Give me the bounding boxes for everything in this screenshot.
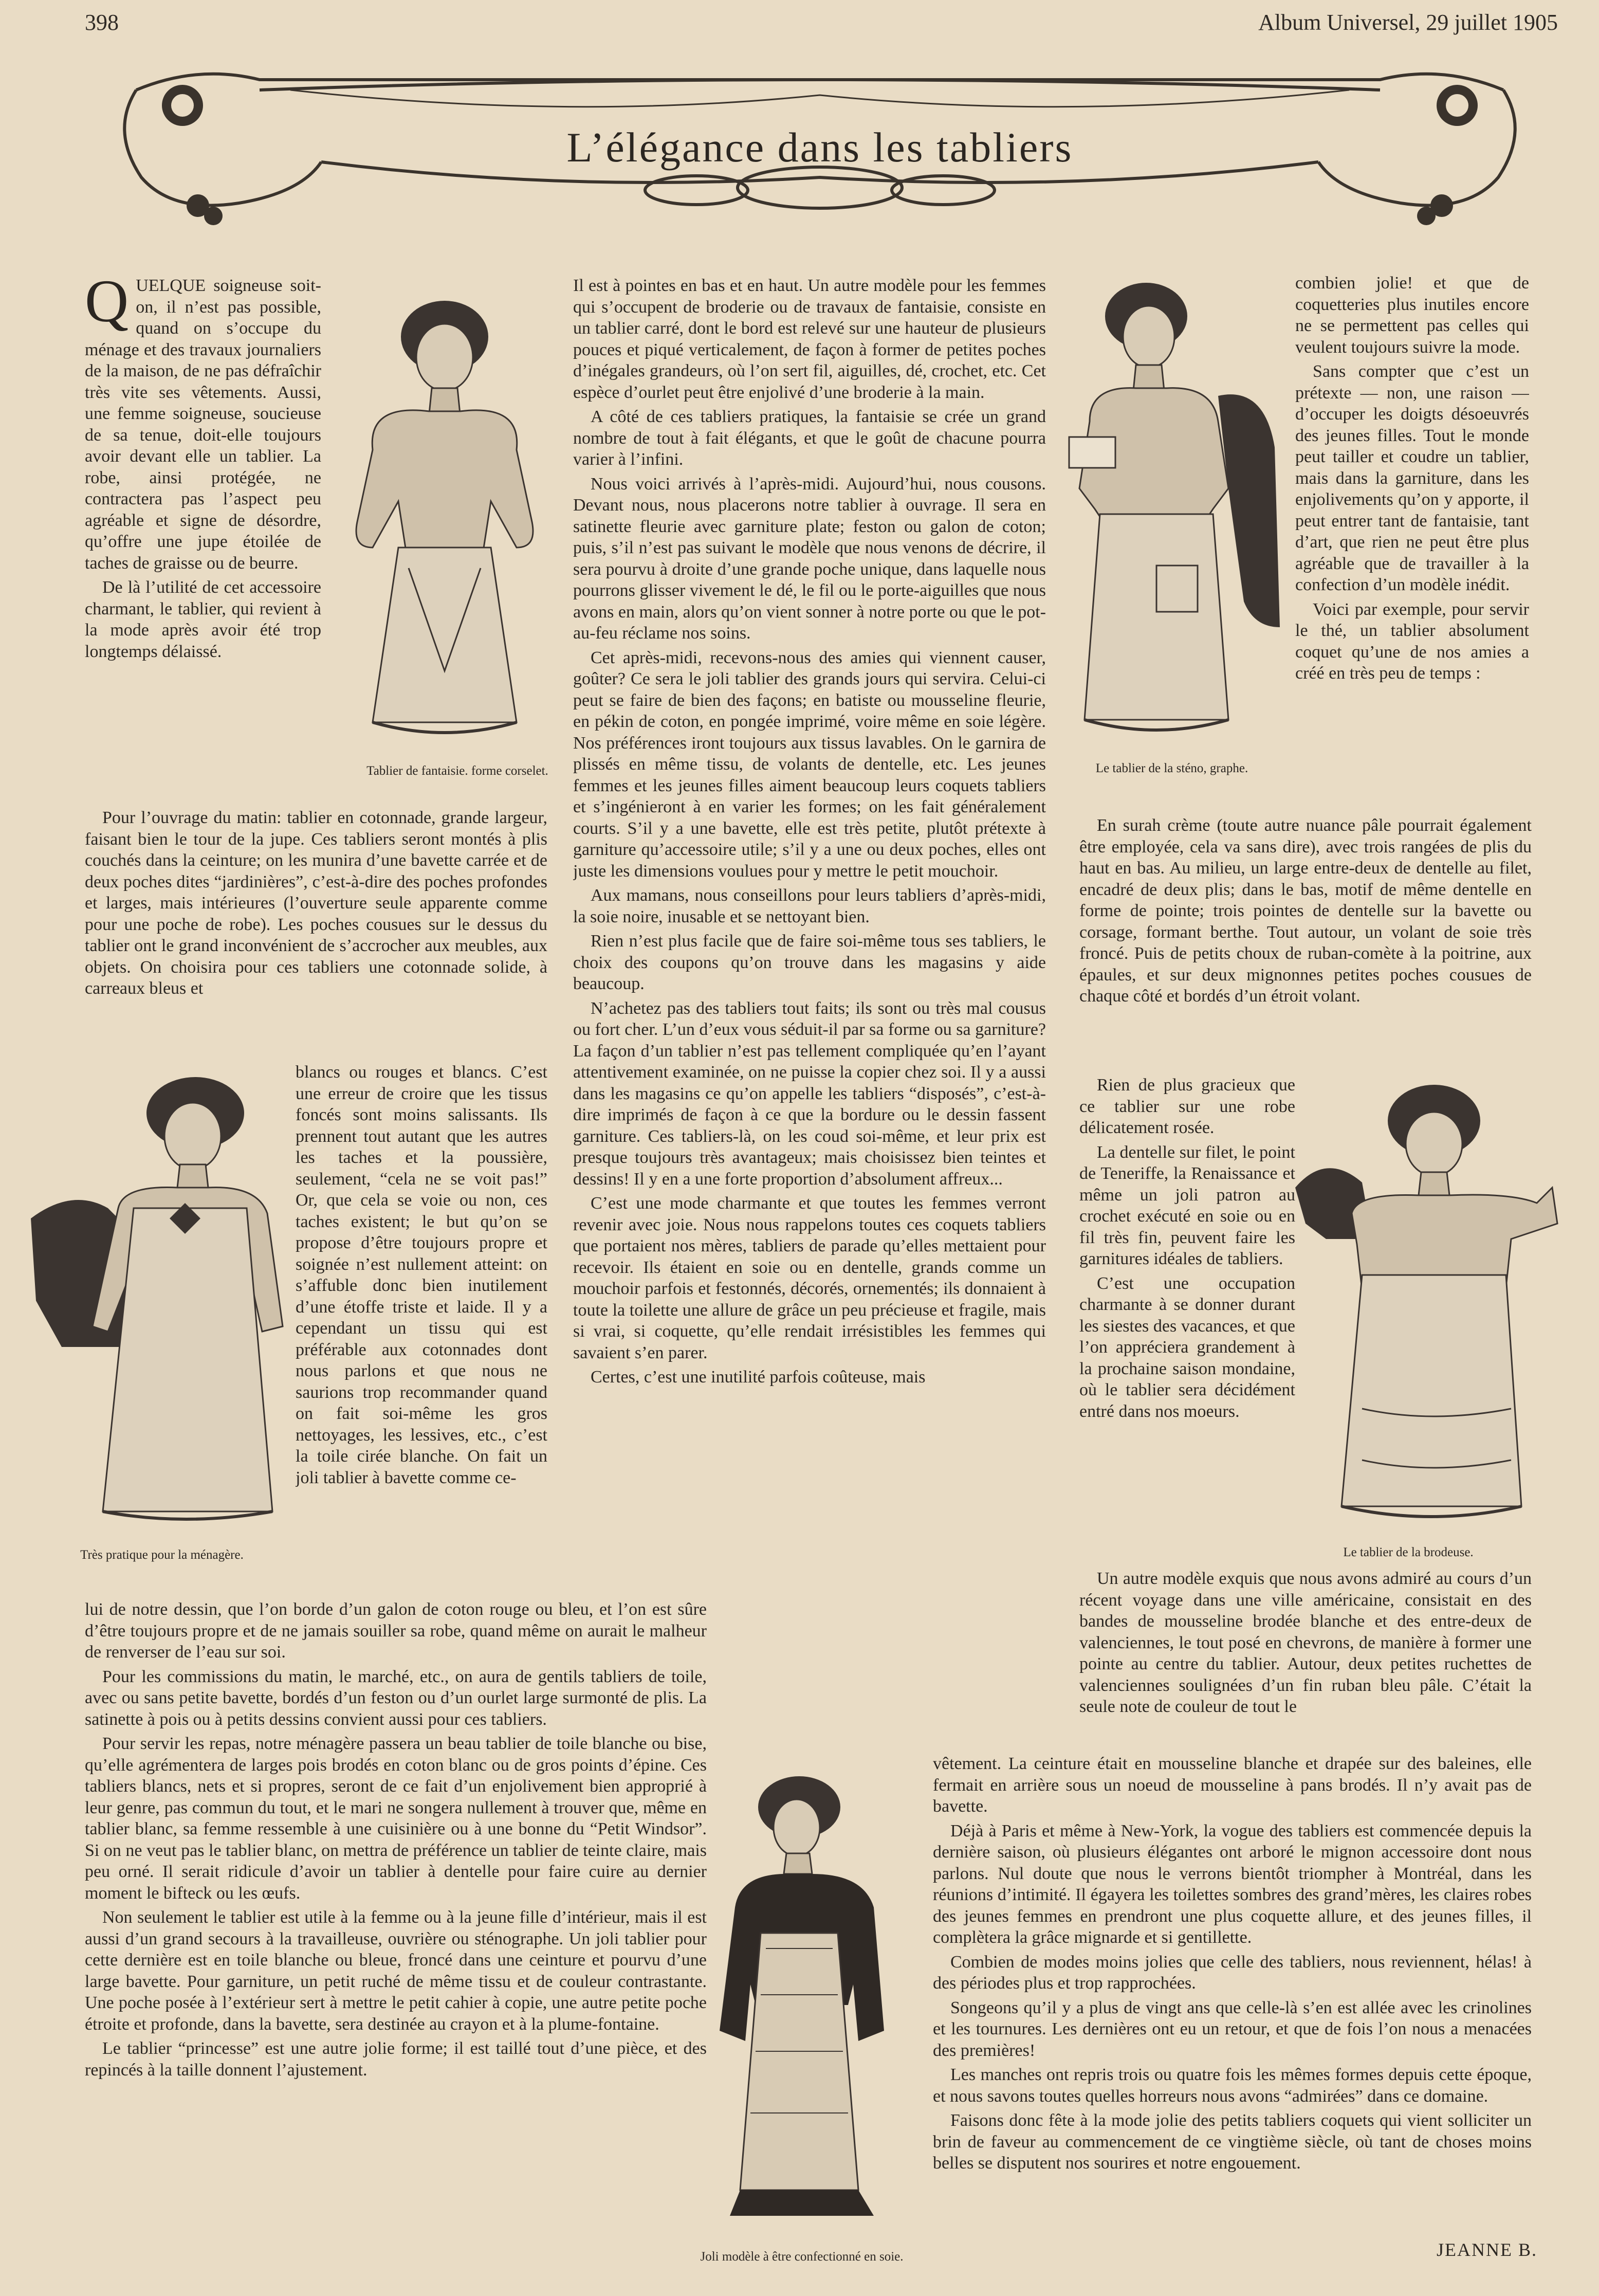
woman-apron-icon bbox=[321, 280, 563, 753]
paragraph: De là l’utilité de cet accessoire charmant, le tablier, qui revient à la mode après avoir été trop longtemps délaissé. bbox=[85, 578, 321, 661]
drop-cap: Q bbox=[85, 275, 129, 335]
paragraph: Rien de plus gracieux que ce tablier sur une robe délicatement rosée. bbox=[1079, 1076, 1295, 1137]
paragraph: Combien de modes moins jolies que celle des tabliers, nous reviennent, hélas! à des périodes plus et trop rapprochées. bbox=[933, 1952, 1532, 1993]
caption-fig3: Très pratique pour la ménagère. bbox=[80, 1548, 244, 1562]
paragraph: Pour l’ouvrage du matin: tablier en cotonnade, grande largeur, faisant bien le tour de la jupe. Ces tabliers seront montés à plis couchés dans la ceinture; on les munira d’une bavette carrée et de deux poches dites “jardinières”, c’est-à-dire des poches profondes et larges, mais intérieures (l’ouverture seule apparente comme pour une poche de robe). Les poches cousues sur le dessus du tablier ont le grand inconvénient de s’accrocher aux meubles, aux objets. On choisira pour ces tabliers une cotonnade solide, à carreaux bleus et bbox=[85, 808, 547, 998]
woman-apron-icon bbox=[31, 1059, 293, 1553]
paragraph: Songeons qu’il y a plus de vingt ans que celle-là s’en est allée avec les crinolines et les tournures. Les dernières ont eu un retour, et que de fois l’on nous a menacées des premières! bbox=[933, 1998, 1532, 2060]
column-3-lower bbox=[1079, 1568, 1532, 1758]
paragraph: Nous voici arrivés à l’après-midi. Aujourd’hui, nous cousons. Devant nous, nous placerons notre tablier à ouvrage. Il sera en satinette fleurie avec garniture plate; feston ou galon de coton; puis, s’il n’est pas suivant le modèle que nous venons de décrire, il sera pourvu à droite d’une grande poche unique, dans laquelle nous pourrons glisser vivement le dé, le fil ou le porte-aiguilles que nous avons en main, alors qu’on vient sonner à notre porte ou que le pot-au-feu réclame nos soins. bbox=[573, 474, 1046, 643]
paragraph: Déjà à Paris et même à New-York, la vogue des tabliers est commencée depuis la dernière saison, où plusieurs élégantes ont arboré le mignon accessoire dont nous parlons. Nul doute que nous le verrons bientôt triompher à Montréal, dans les réunions d’intimité. Il égayera les toilettes sombres des grand’mères, les claires robes des jeunes femmes en prendront une plus coquette allure, et des jeunes filles, il complètera la grâce mignarde et si gentillette. bbox=[933, 1821, 1532, 1947]
paragraph: Le tablier “princesse” est une autre jolie forme; il est taillé tout d’une pièce, et des repincés à la taille donnent l’ajustement. bbox=[85, 2039, 707, 2080]
illustration-embroiderer-apron bbox=[1295, 1069, 1563, 1553]
illustration-fancy-apron bbox=[321, 280, 563, 753]
woman-apron-icon bbox=[1059, 267, 1285, 761]
column-3-middle bbox=[1079, 1074, 1295, 1568]
paragraph: lui de notre dessin, que l’on borde d’un galon de coton rouge ou bleu, et l’on est sûre d’être toujours propre et de ne jamais souiller sa robe, quand même on aurait le malheur de renverser de l’eau sur soi. bbox=[85, 1600, 707, 1662]
publication-header: Album Universel, 29 juillet 1905 bbox=[1258, 10, 1558, 35]
paragraph: Pour les commissions du matin, le marché, etc., on aura de gentils tabliers de toile, avec ou sans petite bavette, bordés d’un feston ou d’un ourlet large surmonté de plis. La satinette à pois ou à petits dessins convient aussi pour ces tabliers. bbox=[85, 1667, 707, 1729]
paragraph: Cet après-midi, recevons-nous des amies qui viennent causer, goûter? Ce sera le joli tablier des grands jours qui servira. Celui-ci peut se faire de bien des façons; en batiste ou mousseline fleurie, en pékin de coton, en pongée imprimé, voire même en soie légère. Nos préférences iront toujours aux tissus lavables. On le garnira de plissés en même tissu, de volants de dentelle, etc. Les jeunes femmes et les jeunes filles aiment beaucoup leurs coquets tabliers et s’ingénieront à en varier les formes; on les fait généralement courts. S’il y a une bavette, elle est très petite, plutôt prétexte à garniture qu’accessoire utile; s’il y a une ou deux poches, elles ont juste les dimensions voulues pour y mettre le petit mouchoir. bbox=[573, 648, 1046, 881]
paragraph: C’est une mode charmante et que toutes les femmes verront revenir avec joie. Nous nous rappelons toutes ces coquets tabliers que portaient nos mères, tabliers de parade qu’elles mettaient pour recevoir. Ils étaient en soie ou en dentelle, grands comme un mouchoir parfois et festonnés, décorés, ornementés; ils donnaient à toute la toilette une allure de grâce un peu précieuse et fragile, mais si vrai, si coquette, qu’elle rendait irrésistibles les femmes qui savaient s’en parer. bbox=[573, 1194, 1046, 1362]
caption-fig2: Le tablier de la sténo, graphe. bbox=[1095, 761, 1248, 775]
column-1-wide bbox=[85, 807, 547, 1059]
paragraph: Les manches ont repris trois ou quatre fois les mêmes formes depuis cette époque, et nous savons toutes quelles horreurs nous avons “admirées” dans ce domaine. bbox=[933, 2065, 1532, 2106]
paragraph: blancs ou rouges et blancs. C’est une erreur de croire que les tissus foncés sont moins salissants. Ils prennent tout autant que les autres les taches et la poussière, seulement, “cela ne se voit pas!” Or, que cela se voie ou non, ces taches existent; le but qu’on se propose d’être toujours propre et soignée n’est nullement atteint: on s’affuble donc bien inutilement d’une étoffe triste et laide. Il y a cependant un tissu qui est préférable aux cotonnades dont nous parlons et que nous ne saurions trop recommander quand on fait soi-même les gros nettoyages, les lessives, etc., c’est la toile cirée blanche. On fait un joli tablier à bavette comme ce- bbox=[296, 1063, 547, 1487]
paragraph: La dentelle sur filet, le point de Teneriffe, la Renaissance et même un joli patron au crochet exécuté en soie ou en fil très fin, peuvent faire les garnitures idéales de tabliers. bbox=[1079, 1142, 1295, 1268]
caption-fig1: Tablier de fantaisie. forme corselet. bbox=[366, 764, 548, 778]
title-banner bbox=[105, 59, 1534, 229]
caption-fig4: Le tablier de la brodeuse. bbox=[1343, 1545, 1474, 1559]
paragraph: Aux mamans, nous conseillons pour leurs tabliers d’après-midi, la soie noire, inusable et se nettoyant bien. bbox=[573, 886, 1046, 926]
paragraph: UELQUE soigneuse soit-on, il n’est pas possible, quand on s’occupe du ménage et des travaux journaliers de la maison, de ne pas défraîchir très vite ses vêtements. Aussi, une femme soigneuse, soucieuse de sa tenue, doit-elle toujours avoir devant elle un tablier. La robe, ainsi protégée, ne contractera pas l’aspect peu agréable et signe de désordre, qu’offre une jupe étoilée de taches de graisse ou de beurre. bbox=[85, 276, 321, 573]
illustration-silk-apron bbox=[709, 1763, 894, 2226]
column-3-top bbox=[1295, 272, 1529, 817]
author-signature: JEANNE B. bbox=[1437, 2239, 1537, 2260]
paragraph: En surah crème (toute autre nuance pâle pourrait également être employée, cela va sans dire), avec trois rangées de plis du haut en bas. Au milieu, un large entre-deux de dentelle au filet, encadré de deux plis; dans le bas, motif de même dentelle en forme de pointe; trois pointes de dentelle sur la bavette ou corsage, formant berthe. Tout autour, un volant de soie très froncé. Puis de petits choux de ruban-comète à la poitrine, aux épaules, et sur deux mignonnes petites poches cousues de chaque côté et bordés d’un étroit volant. bbox=[1079, 816, 1532, 1006]
paragraph: Il est à pointes en bas et en haut. Un autre modèle pour les femmes qui s’occupent de broderie ou de travaux de fantaisie, consiste en un tablier carré, dont le bord est relevé sur une hauteur de plusieurs pouces et piqué verticalement, de façon à former de petites poches d’inégales grandeurs, où l’on sert fil, aiguilles, dé, crochet, etc. Cet espèce d’ourlet peut être enjolivé d’une broderie à la main. bbox=[573, 276, 1046, 402]
page-number: 398 bbox=[85, 10, 119, 35]
paragraph: Voici par exemple, pour servir le thé, un tablier absolument coquet qu’une de nos amies a créé en très peu de temps : bbox=[1295, 599, 1529, 683]
illustration-stenographer-apron bbox=[1059, 267, 1285, 761]
article-title: L’élégance dans les tabliers bbox=[566, 124, 1073, 171]
woman-apron-icon bbox=[709, 1763, 894, 2226]
paragraph: A côté de ces tabliers pratiques, la fantaisie se crée un grand nombre de tout à fait élégants, et que le goût de chacune pourra varier à l’infini. bbox=[573, 407, 1046, 469]
illustration-household-apron bbox=[31, 1059, 293, 1553]
column-3-bottom bbox=[933, 1753, 1532, 2234]
column-3-wide bbox=[1079, 815, 1532, 1074]
paragraph: combien jolie! et que de coquetteries plus inutiles encore ne se permettent pas celles qui veulent toujours suivre la mode. bbox=[1295, 274, 1529, 357]
paragraph: Sans compter que c’est un prétexte — non, une raison — d’occuper les doigts désoeuvrés des jeunes filles. Tout le monde peut tailler et coudre un tablier, mais dans la garniture, dans les enjolivements qu’on y apporte, il peut entrer tant de fantaisie, tant d’art, que rien ne peut être plus agréable que de travailler à la confection d’un modèle inédit. bbox=[1295, 362, 1529, 594]
paragraph: Non seulement le tablier est utile à la femme ou à la jeune fille d’intérieur, mais il est aussi d’un grand secours à la travailleuse, ouvrière ou sténographe. Un joli tablier pour cette dernière est en toile blanche ou bleue, froncé dans une ceinture et pourvu d’une large bavette. Pour garniture, un petit ruché de même tissu et de couleur contrastante. Une poche posée à l’extérieur sert à mettre le petit cahier à copie, une autre petite poche étroite et profonde, dans la bavette, sera destinée au crayon et à la plume-fontaine. bbox=[85, 1908, 707, 2034]
paragraph: Certes, c’est une inutilité parfois coûteuse, mais bbox=[591, 1368, 926, 1387]
paragraph: Faisons donc fête à la mode jolie des petits tabliers coquets qui vient solliciter un brin de faveur au commencement de ce vingtième siècle, où tant de choses moins belles se disputent nos sourires et notre engouement. bbox=[933, 2111, 1532, 2173]
caption-fig5: Joli modèle à être confectionné en soie. bbox=[700, 2250, 904, 2264]
paragraph: C’est une occupation charmante à se donner durant les siestes des vacances, et que l’on appréciera grandement à la prochaine saison mondaine, où le tablier sera décidément entré dans nos moeurs. bbox=[1079, 1273, 1295, 1421]
column-1-top bbox=[85, 275, 321, 810]
woman-apron-icon bbox=[1295, 1069, 1563, 1553]
paragraph: N’achetez pas des tabliers tout faits; ils sont ou très mal cousus ou fort cher. L’un d’eux vous séduit-il par sa forme ou sa garniture? La façon d’un tablier n’est pas tellement compliquée qu’en l’ayant attentivement examinée, on ne puisse la copier chez soi. Il y a aussi dans les magasins ce qu’on appelle les tabliers “disposés”, c’est-à-dire imprimés de façon à ce que la bordure ou le dessin fassent garniture. Ces tabliers-là, on les coud soi-même, et leur prix est presque toujours très avantageux; mais choisissez bien teintes et dessins! Il y en a une forte proportion d’absolument affreux... bbox=[573, 998, 1046, 1189]
paragraph: Rien n’est plus facile que de faire soi-même tous ses tabliers, le choix des coupons qu’on trouve dans les magasins y aide beaucoup. bbox=[573, 932, 1046, 993]
paragraph: Un autre modèle exquis que nous avons admiré au cours d’un récent voyage dans une ville américaine, consistait en des bandes de mousseline brodée blanche et des entre-deux de valenciennes, le tout posé en chevrons, de manière à former une pointe au centre du tablier. Autour, deux petites ruchettes de valenciennes soulignées d’un fin ruban bleu pâle. C’était la seule note de couleur de tout le bbox=[1079, 1569, 1532, 1716]
column-2 bbox=[573, 275, 1046, 1761]
paragraph: vêtement. La ceinture était en mousseline blanche et drapée sur des baleines, elle fermait en arrière sous un noeud de mousseline à pans brodés. Il n’y avait pas de bavette. bbox=[933, 1754, 1532, 1816]
paragraph: Pour servir les repas, notre ménagère passera un beau tablier de toile blanche ou bise, qu’elle agrémentera de larges pois brodés en coton blanc ou de gros points d’épine. Ces tabliers blancs, nets et si propres, seront de ce fait d’un enjolivement bien approprié à leur genre, pas commun du tout, et le mari ne songera nullement à trouver que, même en tablier blanc, sa femme ressemble à une cuisinière ou à une bonne du “Petit Windsor”. Si on ne veut pas le tablier blanc, on mettra de préférence un tablier de teinte claire, mais peu orné. Il serait ridicule d’avoir un tablier à dentelle pour faire cuire au dernier moment le bifteck ou les œufs. bbox=[85, 1734, 707, 1903]
column-1-middle bbox=[296, 1062, 547, 1601]
